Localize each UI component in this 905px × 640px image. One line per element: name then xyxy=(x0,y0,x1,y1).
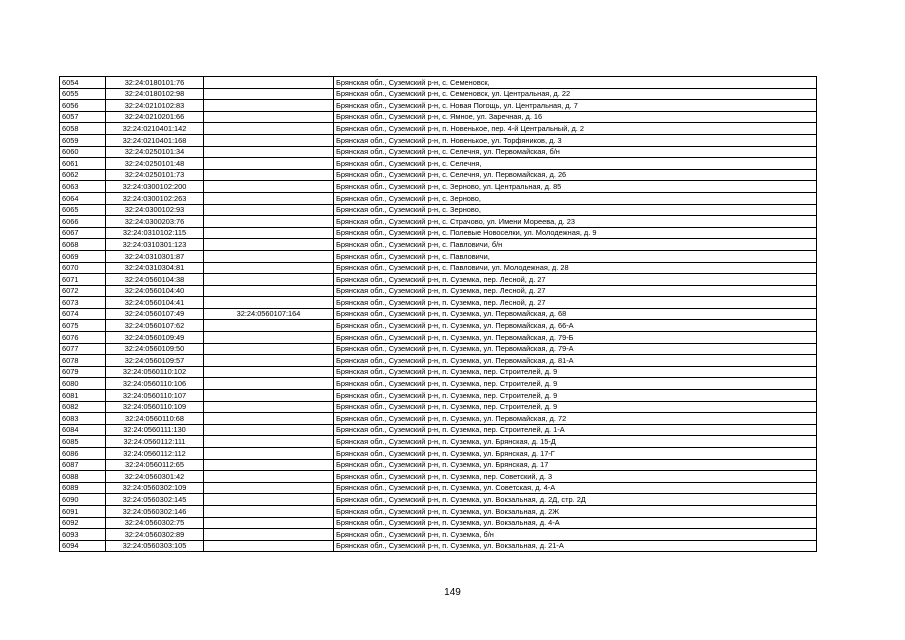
address-cell: Брянская обл., Суземский р-н, п. Суземка, ул. Первомайская, д. 79-А xyxy=(334,343,817,355)
row-number-cell: 6073 xyxy=(60,297,106,309)
previous-cadastral-number-cell xyxy=(204,192,334,204)
previous-cadastral-number-cell xyxy=(204,401,334,413)
table-row xyxy=(60,169,817,181)
address-cell: Брянская обл., Суземский р-н, п. Суземка, ул. Брянская, д. 17 xyxy=(334,459,817,471)
table-row xyxy=(60,274,817,286)
row-number-cell: 6064 xyxy=(60,192,106,204)
row-number-cell: 6063 xyxy=(60,181,106,193)
cadastral-number-cell: 32:24:0250101:73 xyxy=(106,169,204,181)
table-row xyxy=(60,401,817,413)
address-cell: Брянская обл., Суземский р-н, п. Новенькое, ул. Торфяников, д. 3 xyxy=(334,134,817,146)
address-cell: Брянская обл., Суземский р-н, п. Суземка, ул. Брянская, д. 17-Г xyxy=(334,448,817,460)
page-number: 149 xyxy=(444,587,461,598)
table-row xyxy=(60,308,817,320)
cadastral-number-cell: 32:24:0560109:50 xyxy=(106,343,204,355)
table-row xyxy=(60,413,817,425)
previous-cadastral-number-cell xyxy=(204,123,334,135)
address-cell: Брянская обл., Суземский р-н, с. Селечня, ул. Первомайская, б/н xyxy=(334,146,817,158)
row-number-cell: 6056 xyxy=(60,100,106,112)
row-number-cell: 6079 xyxy=(60,366,106,378)
previous-cadastral-number-cell xyxy=(204,274,334,286)
cadastral-number-cell: 32:24:0560112:65 xyxy=(106,459,204,471)
previous-cadastral-number-cell xyxy=(204,517,334,529)
previous-cadastral-number-cell xyxy=(204,181,334,193)
row-number-cell: 6093 xyxy=(60,529,106,541)
address-cell: Брянская обл., Суземский р-н, п. Суземка, ул. Первомайская, д. 68 xyxy=(334,308,817,320)
previous-cadastral-number-cell xyxy=(204,262,334,274)
table-row xyxy=(60,482,817,494)
cadastral-number-cell: 32:24:0560110:107 xyxy=(106,390,204,402)
row-number-cell: 6094 xyxy=(60,540,106,552)
address-cell: Брянская обл., Суземский р-н, п. Суземка, ул. Первомайская, д. 66-А xyxy=(334,320,817,332)
table-row xyxy=(60,436,817,448)
cadastral-number-cell: 32:24:0300102:263 xyxy=(106,192,204,204)
address-cell: Брянская обл., Суземский р-н, с. Зерново, ул. Центральная, д. 85 xyxy=(334,181,817,193)
row-number-cell: 6054 xyxy=(60,77,106,89)
address-cell: Брянская обл., Суземский р-н, с. Павловичи, ул. Молодежная, д. 28 xyxy=(334,262,817,274)
address-cell: Брянская обл., Суземский р-н, с. Полевые Новоселки, ул. Молодежная, д. 9 xyxy=(334,227,817,239)
row-number-cell: 6092 xyxy=(60,517,106,529)
row-number-cell: 6059 xyxy=(60,134,106,146)
cadastral-number-cell: 32:24:0310301:123 xyxy=(106,239,204,251)
table-row xyxy=(60,378,817,390)
previous-cadastral-number-cell xyxy=(204,343,334,355)
cadastral-number-cell: 32:24:0210201:66 xyxy=(106,111,204,123)
table-row xyxy=(60,494,817,506)
row-number-cell: 6091 xyxy=(60,505,106,517)
cadastral-number-cell: 32:24:0560112:112 xyxy=(106,448,204,460)
table-row xyxy=(60,204,817,216)
address-cell: Брянская обл., Суземский р-н, п. Суземка, ул. Первомайская, д. 72 xyxy=(334,413,817,425)
cadastral-number-cell: 32:24:0310102:115 xyxy=(106,227,204,239)
address-cell: Брянская обл., Суземский р-н, п. Суземка, ул. Первомайская, д. 79-Б xyxy=(334,332,817,344)
previous-cadastral-number-cell xyxy=(204,540,334,552)
row-number-cell: 6076 xyxy=(60,332,106,344)
cadastral-number-cell: 32:24:0300102:93 xyxy=(106,204,204,216)
cadastral-number-cell: 32:24:0560110:102 xyxy=(106,366,204,378)
address-cell: Брянская обл., Суземский р-н, с. Селечня, ул. Первомайская, д. 26 xyxy=(334,169,817,181)
previous-cadastral-number-cell xyxy=(204,297,334,309)
address-cell: Брянская обл., Суземский р-н, п. Суземка, ул. Брянская, д. 15-Д xyxy=(334,436,817,448)
cadastral-number-cell: 32:24:0250101:48 xyxy=(106,158,204,170)
table-row xyxy=(60,262,817,274)
cadastral-number-cell: 32:24:0560104:40 xyxy=(106,285,204,297)
row-number-cell: 6080 xyxy=(60,378,106,390)
cadastral-number-cell: 32:24:0560302:145 xyxy=(106,494,204,506)
previous-cadastral-number-cell xyxy=(204,169,334,181)
previous-cadastral-number-cell xyxy=(204,250,334,262)
row-number-cell: 6070 xyxy=(60,262,106,274)
previous-cadastral-number-cell xyxy=(204,216,334,228)
previous-cadastral-number-cell: 32:24:0560107:164 xyxy=(204,308,334,320)
cadastral-number-cell: 32:24:0560302:109 xyxy=(106,482,204,494)
table-row xyxy=(60,216,817,228)
previous-cadastral-number-cell xyxy=(204,332,334,344)
table-row xyxy=(60,390,817,402)
address-cell: Брянская обл., Суземский р-н, с. Новая Погощь, ул. Центральная, д. 7 xyxy=(334,100,817,112)
previous-cadastral-number-cell xyxy=(204,239,334,251)
cadastral-number-cell: 32:24:0250101:34 xyxy=(106,146,204,158)
address-cell: Брянская обл., Суземский р-н, п. Суземка, пер. Лесной, д. 27 xyxy=(334,297,817,309)
table-row xyxy=(60,517,817,529)
table-row xyxy=(60,285,817,297)
table-row xyxy=(60,227,817,239)
address-cell: Брянская обл., Суземский р-н, п. Суземка, пер. Строителей, д. 9 xyxy=(334,390,817,402)
cadastral-number-cell: 32:24:0560303:105 xyxy=(106,540,204,552)
address-cell: Брянская обл., Суземский р-н, п. Суземка, пер. Строителей, д. 9 xyxy=(334,401,817,413)
previous-cadastral-number-cell xyxy=(204,204,334,216)
table-row xyxy=(60,77,817,89)
address-cell: Брянская обл., Суземский р-н, п. Суземка, пер. Лесной, д. 27 xyxy=(334,274,817,286)
previous-cadastral-number-cell xyxy=(204,471,334,483)
row-number-cell: 6062 xyxy=(60,169,106,181)
row-number-cell: 6071 xyxy=(60,274,106,286)
address-cell: Брянская обл., Суземский р-н, с. Страчово, ул. Имени Мореева, д. 23 xyxy=(334,216,817,228)
address-cell: Брянская обл., Суземский р-н, п. Суземка, пер. Лесной, д. 27 xyxy=(334,285,817,297)
address-cell: Брянская обл., Суземский р-н, с. Семеновск, xyxy=(334,77,817,89)
address-cell: Брянская обл., Суземский р-н, с. Селечня, xyxy=(334,158,817,170)
row-number-cell: 6077 xyxy=(60,343,106,355)
row-number-cell: 6072 xyxy=(60,285,106,297)
table-row xyxy=(60,355,817,367)
table-row xyxy=(60,123,817,135)
table-row xyxy=(60,320,817,332)
row-number-cell: 6057 xyxy=(60,111,106,123)
table-row xyxy=(60,111,817,123)
cadastral-number-cell: 32:24:0180101:76 xyxy=(106,77,204,89)
table-row xyxy=(60,343,817,355)
address-cell: Брянская обл., Суземский р-н, с. Павловичи, xyxy=(334,250,817,262)
table-row xyxy=(60,100,817,112)
row-number-cell: 6086 xyxy=(60,448,106,460)
table-row xyxy=(60,239,817,251)
cadastral-number-cell: 32:24:0210102:83 xyxy=(106,100,204,112)
cadastral-number-cell: 32:24:0560104:41 xyxy=(106,297,204,309)
table-row xyxy=(60,424,817,436)
previous-cadastral-number-cell xyxy=(204,227,334,239)
previous-cadastral-number-cell xyxy=(204,529,334,541)
address-cell: Брянская обл., Суземский р-н, п. Суземка, пер. Строителей, д. 1-А xyxy=(334,424,817,436)
cadastral-number-cell: 32:24:0300203:76 xyxy=(106,216,204,228)
row-number-cell: 6068 xyxy=(60,239,106,251)
address-cell: Брянская обл., Суземский р-н, п. Суземка, пер. Строителей, д. 9 xyxy=(334,378,817,390)
cadastral-number-cell: 32:24:0560302:89 xyxy=(106,529,204,541)
table-row xyxy=(60,88,817,100)
previous-cadastral-number-cell xyxy=(204,436,334,448)
cadastral-number-cell: 32:24:0560104:38 xyxy=(106,274,204,286)
previous-cadastral-number-cell xyxy=(204,285,334,297)
address-cell: Брянская обл., Суземский р-н, п. Суземка, ул. Вокзальная, д. 21-А xyxy=(334,540,817,552)
cadastral-number-cell: 32:24:0300102:200 xyxy=(106,181,204,193)
address-cell: Брянская обл., Суземский р-н, п. Суземка, ул. Вокзальная, д. 2Д, стр. 2Д xyxy=(334,494,817,506)
row-number-cell: 6084 xyxy=(60,424,106,436)
property-registry-table xyxy=(59,76,817,552)
row-number-cell: 6088 xyxy=(60,471,106,483)
row-number-cell: 6075 xyxy=(60,320,106,332)
cadastral-number-cell: 32:24:0560111:130 xyxy=(106,424,204,436)
previous-cadastral-number-cell xyxy=(204,413,334,425)
cadastral-number-cell: 32:24:0560301:42 xyxy=(106,471,204,483)
previous-cadastral-number-cell xyxy=(204,505,334,517)
row-number-cell: 6069 xyxy=(60,250,106,262)
address-cell: Брянская обл., Суземский р-н, п. Суземка, ул. Вокзальная, д. 2Ж xyxy=(334,505,817,517)
cadastral-number-cell: 32:24:0560110:109 xyxy=(106,401,204,413)
address-cell: Брянская обл., Суземский р-н, п. Суземка, пер. Строителей, д. 9 xyxy=(334,366,817,378)
table-row xyxy=(60,181,817,193)
row-number-cell: 6061 xyxy=(60,158,106,170)
cadastral-number-cell: 32:24:0560302:146 xyxy=(106,505,204,517)
cadastral-number-cell: 32:24:0310301:87 xyxy=(106,250,204,262)
previous-cadastral-number-cell xyxy=(204,320,334,332)
row-number-cell: 6078 xyxy=(60,355,106,367)
cadastral-number-cell: 32:24:0560302:75 xyxy=(106,517,204,529)
table-row xyxy=(60,297,817,309)
previous-cadastral-number-cell xyxy=(204,448,334,460)
cadastral-number-cell: 32:24:0560107:62 xyxy=(106,320,204,332)
cadastral-number-cell: 32:24:0560112:111 xyxy=(106,436,204,448)
row-number-cell: 6090 xyxy=(60,494,106,506)
address-cell: Брянская обл., Суземский р-н, с. Зерново, xyxy=(334,192,817,204)
cadastral-number-cell: 32:24:0560110:106 xyxy=(106,378,204,390)
registry-table-body xyxy=(60,77,817,552)
address-cell: Брянская обл., Суземский р-н, с. Семеновск, ул. Центральная, д. 22 xyxy=(334,88,817,100)
cadastral-number-cell: 32:24:0180102:98 xyxy=(106,88,204,100)
cadastral-number-cell: 32:24:0210401:168 xyxy=(106,134,204,146)
address-cell: Брянская обл., Суземский р-н, п. Суземка, б/н xyxy=(334,529,817,541)
table-row xyxy=(60,134,817,146)
row-number-cell: 6083 xyxy=(60,413,106,425)
row-number-cell: 6066 xyxy=(60,216,106,228)
table-row xyxy=(60,540,817,552)
row-number-cell: 6089 xyxy=(60,482,106,494)
previous-cadastral-number-cell xyxy=(204,482,334,494)
table-row xyxy=(60,332,817,344)
previous-cadastral-number-cell xyxy=(204,459,334,471)
address-cell: Брянская обл., Суземский р-н, п. Новенькое, пер. 4-й Центральный, д. 2 xyxy=(334,123,817,135)
previous-cadastral-number-cell xyxy=(204,77,334,89)
address-cell: Брянская обл., Суземский р-н, п. Суземка, ул. Первомайская, д. 81-А xyxy=(334,355,817,367)
table-row xyxy=(60,529,817,541)
table-row xyxy=(60,471,817,483)
cadastral-number-cell: 32:24:0210401:142 xyxy=(106,123,204,135)
address-cell: Брянская обл., Суземский р-н, п. Суземка, пер. Советский, д. 3 xyxy=(334,471,817,483)
table-row xyxy=(60,158,817,170)
row-number-cell: 6058 xyxy=(60,123,106,135)
row-number-cell: 6060 xyxy=(60,146,106,158)
previous-cadastral-number-cell xyxy=(204,88,334,100)
previous-cadastral-number-cell xyxy=(204,366,334,378)
table-row xyxy=(60,366,817,378)
previous-cadastral-number-cell xyxy=(204,424,334,436)
previous-cadastral-number-cell xyxy=(204,146,334,158)
cadastral-number-cell: 32:24:0560107:49 xyxy=(106,308,204,320)
previous-cadastral-number-cell xyxy=(204,494,334,506)
previous-cadastral-number-cell xyxy=(204,111,334,123)
previous-cadastral-number-cell xyxy=(204,158,334,170)
previous-cadastral-number-cell xyxy=(204,134,334,146)
address-cell: Брянская обл., Суземский р-н, с. Зерново, xyxy=(334,204,817,216)
row-number-cell: 6074 xyxy=(60,308,106,320)
previous-cadastral-number-cell xyxy=(204,378,334,390)
table-row xyxy=(60,146,817,158)
cadastral-number-cell: 32:24:0560109:49 xyxy=(106,332,204,344)
address-cell: Брянская обл., Суземский р-н, с. Павловичи, б/н xyxy=(334,239,817,251)
row-number-cell: 6087 xyxy=(60,459,106,471)
table-row xyxy=(60,459,817,471)
previous-cadastral-number-cell xyxy=(204,100,334,112)
row-number-cell: 6055 xyxy=(60,88,106,100)
table-row xyxy=(60,505,817,517)
row-number-cell: 6085 xyxy=(60,436,106,448)
row-number-cell: 6081 xyxy=(60,390,106,402)
address-cell: Брянская обл., Суземский р-н, п. Суземка, ул. Советская, д. 4-А xyxy=(334,482,817,494)
address-cell: Брянская обл., Суземский р-н, п. Суземка, ул. Вокзальная, д. 4-А xyxy=(334,517,817,529)
address-cell: Брянская обл., Суземский р-н, с. Ямное, ул. Заречная, д. 16 xyxy=(334,111,817,123)
table-row xyxy=(60,192,817,204)
cadastral-number-cell: 32:24:0560109:57 xyxy=(106,355,204,367)
table-row xyxy=(60,250,817,262)
row-number-cell: 6067 xyxy=(60,227,106,239)
row-number-cell: 6065 xyxy=(60,204,106,216)
previous-cadastral-number-cell xyxy=(204,355,334,367)
previous-cadastral-number-cell xyxy=(204,390,334,402)
cadastral-number-cell: 32:24:0560110:68 xyxy=(106,413,204,425)
cadastral-number-cell: 32:24:0310304:81 xyxy=(106,262,204,274)
table-row xyxy=(60,448,817,460)
row-number-cell: 6082 xyxy=(60,401,106,413)
